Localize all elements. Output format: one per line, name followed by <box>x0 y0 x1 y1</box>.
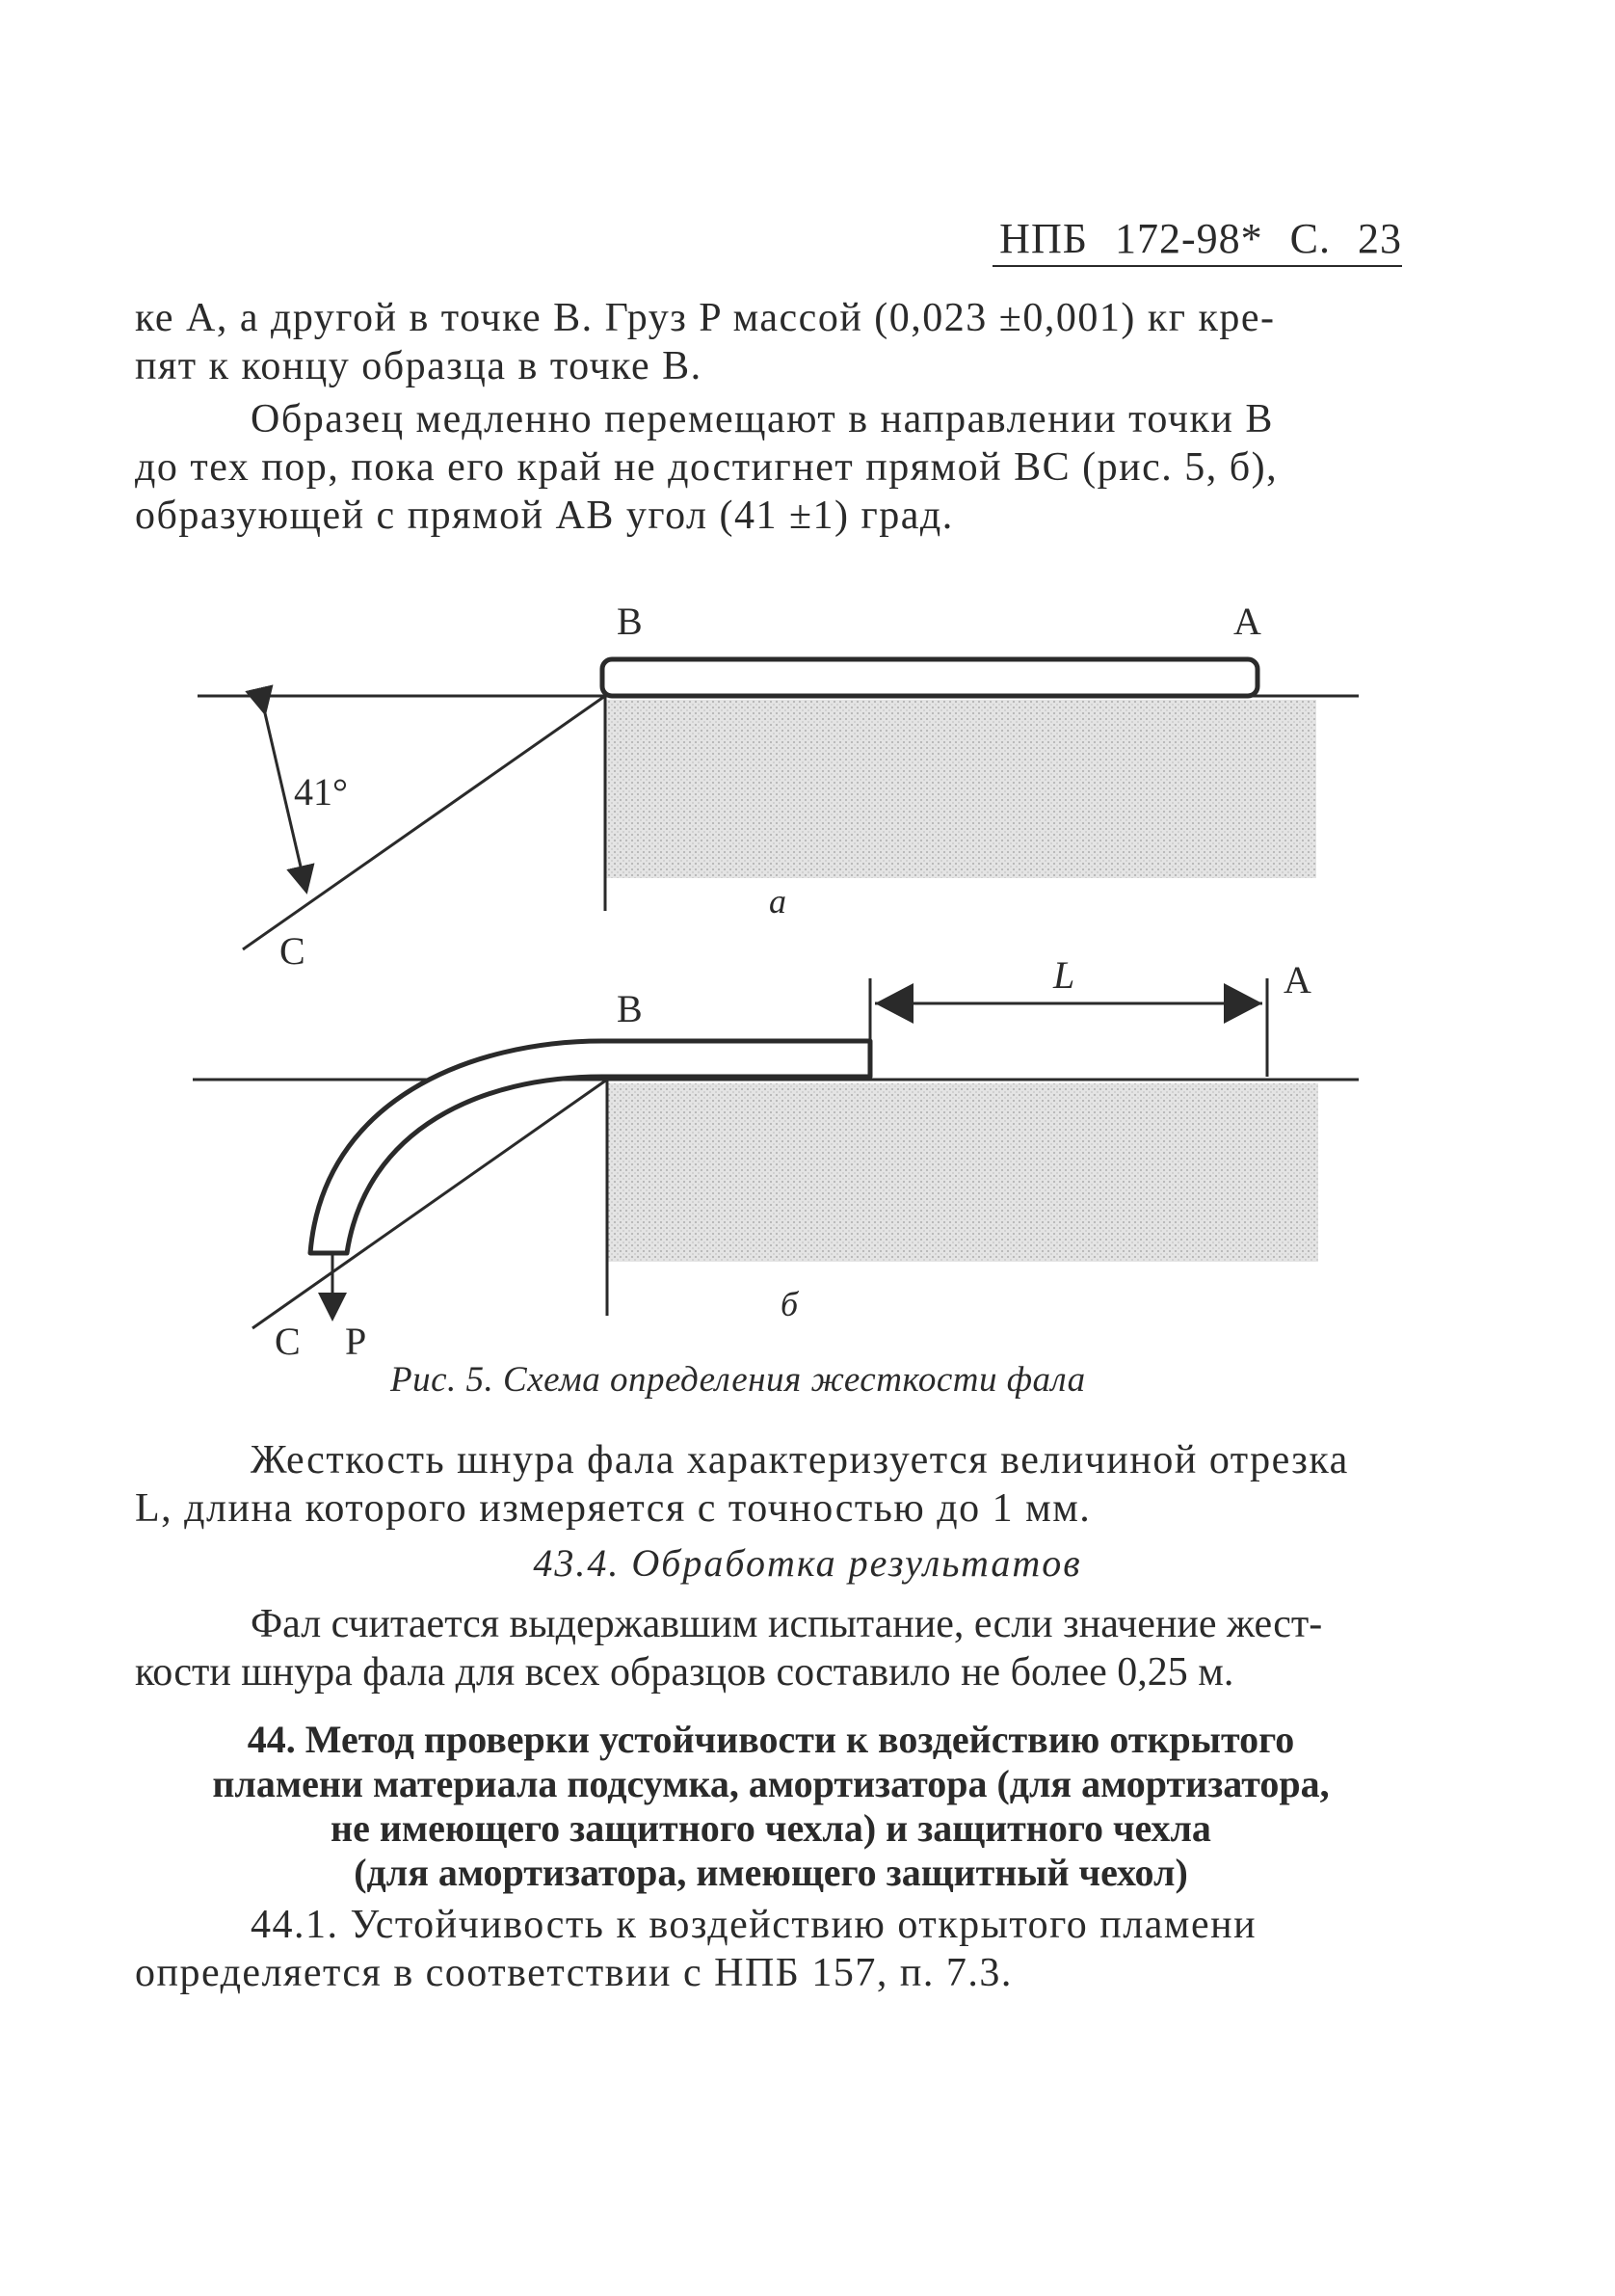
label-b-a: В <box>617 600 643 643</box>
panel-label-a: а <box>769 882 786 921</box>
paragraph-3 <box>135 1436 1407 1533</box>
text-line: Жесткость шнура фала характеризуется величиной отрезка <box>251 1438 1349 1482</box>
table-block-a <box>605 700 1316 878</box>
table-block-b <box>607 1083 1318 1262</box>
text-line: до тех пор, пока его край не достигнет прямой ВС (рис. 5, б), <box>135 445 1279 490</box>
label-c-a: С <box>279 929 305 973</box>
text-line: Фал считается выдержавшим испытание, если значение жест- <box>251 1602 1323 1646</box>
text-line: 44.1. Устойчивость к воздействию открытого пламени <box>251 1903 1258 1947</box>
figure-caption: Рис. 5. Схема определения жесткости фала <box>390 1360 1086 1400</box>
title-line: не имеющего защитного чехла) и защитного чехла <box>331 1806 1211 1850</box>
text-line: L, длина которого измеряется с точностью до 1 мм. <box>135 1486 1092 1531</box>
paragraph-5 <box>135 1901 1407 1997</box>
dimension-arrow-left <box>875 983 913 1024</box>
figure-panel-b <box>193 953 1359 1363</box>
text-line: кости шнура фала для всех образцов составило не более 0,25 м. <box>135 1650 1234 1695</box>
paragraph-4 <box>135 1600 1407 1696</box>
text-line: определяется в соответствии с НПБ 157, п. 7.3. <box>135 1951 1013 1995</box>
title-line: (для амортизатора, имеющего защитный чехол) <box>354 1851 1188 1894</box>
title-line: 44. Метод проверки устойчивости к воздействию открытого <box>247 1718 1295 1761</box>
label-c-b: С <box>275 1320 301 1363</box>
dimension-arrow-right <box>1224 983 1262 1024</box>
line-bc-a <box>243 696 605 949</box>
panel-label-b: б <box>781 1285 799 1323</box>
sample-strip-a <box>602 659 1258 696</box>
text-line: пят к концу образца в точке В. <box>135 344 702 388</box>
label-a-b: А <box>1284 958 1311 1001</box>
text-line: образующей с прямой АВ угол (41 ±1) град. <box>135 494 954 538</box>
label-p: P <box>345 1320 367 1363</box>
page-header: НПБ 172-98* С. 23 <box>993 214 1402 267</box>
title-line: пламени материала подсумка, амортизатора (для амортизатора, <box>212 1762 1330 1805</box>
angle-label: 41° <box>294 770 348 814</box>
length-label: L <box>1053 953 1075 997</box>
subsection-heading: 43.4. Обработка результатов <box>533 1541 1082 1585</box>
text-line: ке А, а другой в точке В. Груз P массой (0,023 ±0,001) кг кре- <box>135 296 1276 340</box>
label-a-a: А <box>1233 600 1261 643</box>
section-title <box>135 1718 1407 1895</box>
figure-panel-a <box>198 600 1359 973</box>
text-line: Образец медленно перемещают в направлении точки В <box>251 397 1274 441</box>
label-b-b: В <box>617 987 643 1030</box>
